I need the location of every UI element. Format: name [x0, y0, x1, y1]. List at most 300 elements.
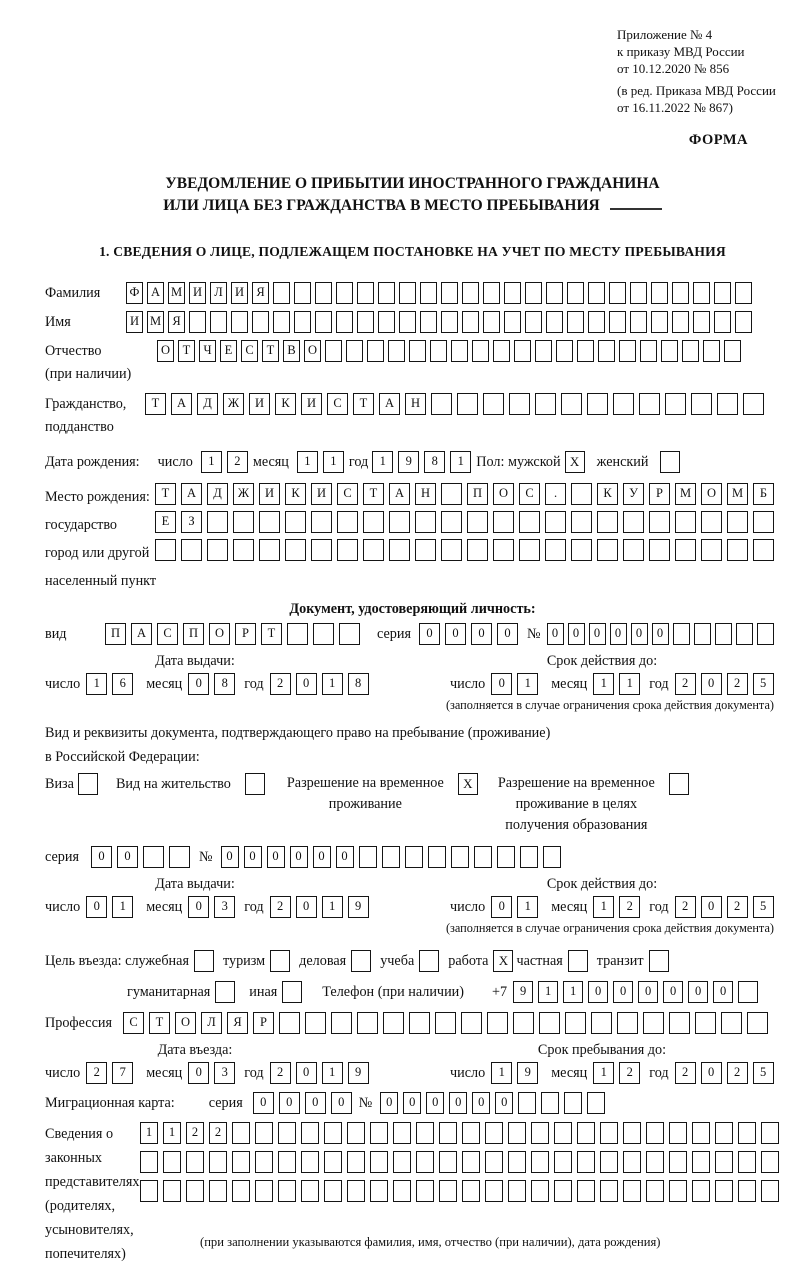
- purpose-tourism-checkbox[interactable]: [270, 950, 290, 972]
- char-cell[interactable]: [487, 1012, 508, 1034]
- citizenship-input[interactable]: [145, 393, 769, 415]
- char-cell[interactable]: [669, 1180, 687, 1202]
- char-cell[interactable]: Т: [149, 1012, 170, 1034]
- char-cell[interactable]: [747, 1012, 768, 1034]
- char-cell[interactable]: [554, 1151, 572, 1173]
- char-cell[interactable]: [462, 311, 479, 333]
- char-cell[interactable]: 0: [472, 1092, 490, 1114]
- char-cell[interactable]: [643, 1012, 664, 1034]
- char-cell[interactable]: 1: [593, 673, 614, 695]
- char-cell[interactable]: Н: [405, 393, 426, 415]
- char-cell[interactable]: [623, 511, 644, 533]
- char-cell[interactable]: 2: [270, 1062, 291, 1084]
- char-cell[interactable]: 0: [244, 846, 262, 868]
- char-cell[interactable]: [462, 1151, 480, 1173]
- temp-residence-checkbox[interactable]: X: [458, 773, 478, 795]
- char-cell[interactable]: [564, 1092, 582, 1114]
- char-cell[interactable]: 0: [491, 673, 512, 695]
- char-cell[interactable]: А: [181, 483, 202, 505]
- char-cell[interactable]: [600, 1151, 618, 1173]
- char-cell[interactable]: 2: [270, 673, 291, 695]
- char-cell[interactable]: [409, 1012, 430, 1034]
- entry-month-input[interactable]: [188, 1062, 240, 1084]
- representatives-input-line1[interactable]: [140, 1122, 784, 1144]
- char-cell[interactable]: С: [519, 483, 540, 505]
- char-cell[interactable]: [738, 1151, 756, 1173]
- char-cell[interactable]: 1: [563, 981, 583, 1003]
- char-cell[interactable]: [467, 539, 488, 561]
- char-cell[interactable]: 3: [214, 1062, 235, 1084]
- char-cell[interactable]: 0: [188, 673, 209, 695]
- char-cell[interactable]: 0: [613, 981, 633, 1003]
- char-cell[interactable]: [497, 846, 515, 868]
- char-cell[interactable]: [651, 282, 668, 304]
- char-cell[interactable]: Ф: [126, 282, 143, 304]
- char-cell[interactable]: [315, 282, 332, 304]
- char-cell[interactable]: [457, 393, 478, 415]
- char-cell[interactable]: 0: [290, 846, 308, 868]
- char-cell[interactable]: [370, 1151, 388, 1173]
- purpose-business-checkbox[interactable]: [351, 950, 371, 972]
- char-cell[interactable]: [420, 311, 437, 333]
- char-cell[interactable]: [682, 340, 699, 362]
- char-cell[interactable]: 0: [313, 846, 331, 868]
- char-cell[interactable]: 0: [426, 1092, 444, 1114]
- char-cell[interactable]: 1: [372, 451, 393, 473]
- char-cell[interactable]: [279, 1012, 300, 1034]
- char-cell[interactable]: [703, 340, 720, 362]
- stay-day-input[interactable]: [491, 1062, 543, 1084]
- char-cell[interactable]: [388, 340, 405, 362]
- char-cell[interactable]: [378, 311, 395, 333]
- char-cell[interactable]: [715, 1151, 733, 1173]
- char-cell[interactable]: 2: [675, 896, 696, 918]
- char-cell[interactable]: [483, 282, 500, 304]
- char-cell[interactable]: .: [545, 483, 566, 505]
- doc-valid-month-input[interactable]: [593, 673, 645, 695]
- char-cell[interactable]: [232, 1151, 250, 1173]
- char-cell[interactable]: [210, 311, 227, 333]
- char-cell[interactable]: Т: [155, 483, 176, 505]
- char-cell[interactable]: [646, 1180, 664, 1202]
- doc-issue-day-input[interactable]: [86, 673, 138, 695]
- char-cell[interactable]: [504, 311, 521, 333]
- char-cell[interactable]: [640, 340, 657, 362]
- char-cell[interactable]: [701, 539, 722, 561]
- char-cell[interactable]: А: [131, 623, 152, 645]
- char-cell[interactable]: [285, 511, 306, 533]
- char-cell[interactable]: [485, 1122, 503, 1144]
- char-cell[interactable]: [535, 393, 556, 415]
- char-cell[interactable]: [347, 1122, 365, 1144]
- char-cell[interactable]: [571, 539, 592, 561]
- char-cell[interactable]: [513, 1012, 534, 1034]
- char-cell[interactable]: [232, 1122, 250, 1144]
- char-cell[interactable]: [519, 539, 540, 561]
- char-cell[interactable]: Т: [363, 483, 384, 505]
- char-cell[interactable]: М: [675, 483, 696, 505]
- char-cell[interactable]: Т: [145, 393, 166, 415]
- char-cell[interactable]: 0: [253, 1092, 274, 1114]
- char-cell[interactable]: [738, 1180, 756, 1202]
- char-cell[interactable]: [347, 1180, 365, 1202]
- permit-issue-day-input[interactable]: [86, 896, 138, 918]
- char-cell[interactable]: И: [301, 393, 322, 415]
- stay-month-input[interactable]: [593, 1062, 645, 1084]
- char-cell[interactable]: [567, 282, 584, 304]
- char-cell[interactable]: [441, 282, 458, 304]
- char-cell[interactable]: [691, 393, 712, 415]
- char-cell[interactable]: [531, 1151, 549, 1173]
- char-cell[interactable]: 2: [727, 673, 748, 695]
- char-cell[interactable]: О: [493, 483, 514, 505]
- char-cell[interactable]: 0: [701, 673, 722, 695]
- char-cell[interactable]: [692, 1151, 710, 1173]
- char-cell[interactable]: 0: [491, 896, 512, 918]
- char-cell[interactable]: О: [304, 340, 321, 362]
- char-cell[interactable]: 2: [227, 451, 248, 473]
- char-cell[interactable]: [694, 623, 711, 645]
- char-cell[interactable]: 0: [445, 623, 466, 645]
- char-cell[interactable]: [693, 282, 710, 304]
- migration-number-input[interactable]: [380, 1092, 610, 1114]
- stay-year-input[interactable]: [675, 1062, 779, 1084]
- char-cell[interactable]: [714, 282, 731, 304]
- char-cell[interactable]: [393, 1180, 411, 1202]
- char-cell[interactable]: [717, 393, 738, 415]
- char-cell[interactable]: [485, 1151, 503, 1173]
- char-cell[interactable]: 0: [663, 981, 683, 1003]
- char-cell[interactable]: [416, 1151, 434, 1173]
- char-cell[interactable]: И: [189, 282, 206, 304]
- char-cell[interactable]: [472, 340, 489, 362]
- char-cell[interactable]: [346, 340, 363, 362]
- char-cell[interactable]: [649, 511, 670, 533]
- birthplace-input-line1[interactable]: [155, 483, 779, 505]
- char-cell[interactable]: 0: [380, 1092, 398, 1114]
- char-cell[interactable]: [430, 340, 447, 362]
- char-cell[interactable]: 0: [296, 1062, 317, 1084]
- char-cell[interactable]: [753, 539, 774, 561]
- char-cell[interactable]: [294, 311, 311, 333]
- char-cell[interactable]: С: [123, 1012, 144, 1034]
- permit-issue-year-input[interactable]: [270, 896, 374, 918]
- char-cell[interactable]: 1: [491, 1062, 512, 1084]
- doc-valid-day-input[interactable]: [491, 673, 543, 695]
- char-cell[interactable]: [287, 623, 308, 645]
- char-cell[interactable]: [370, 1122, 388, 1144]
- char-cell[interactable]: Я: [227, 1012, 248, 1034]
- char-cell[interactable]: 0: [588, 981, 608, 1003]
- char-cell[interactable]: 0: [495, 1092, 513, 1114]
- char-cell[interactable]: М: [147, 311, 164, 333]
- doc-issue-year-input[interactable]: [270, 673, 374, 695]
- char-cell[interactable]: [571, 511, 592, 533]
- char-cell[interactable]: [255, 1151, 273, 1173]
- char-cell[interactable]: А: [389, 483, 410, 505]
- char-cell[interactable]: [591, 1012, 612, 1034]
- surname-input[interactable]: [126, 282, 756, 304]
- char-cell[interactable]: [514, 340, 531, 362]
- purpose-study-checkbox[interactable]: [419, 950, 439, 972]
- char-cell[interactable]: Р: [649, 483, 670, 505]
- char-cell[interactable]: [743, 393, 764, 415]
- char-cell[interactable]: [207, 539, 228, 561]
- char-cell[interactable]: 0: [701, 896, 722, 918]
- char-cell[interactable]: [285, 539, 306, 561]
- char-cell[interactable]: 9: [348, 896, 369, 918]
- char-cell[interactable]: [415, 539, 436, 561]
- char-cell[interactable]: [301, 1122, 319, 1144]
- doc-issue-month-input[interactable]: [188, 673, 240, 695]
- char-cell[interactable]: К: [285, 483, 306, 505]
- permit-valid-month-input[interactable]: [593, 896, 645, 918]
- char-cell[interactable]: [255, 1122, 273, 1144]
- char-cell[interactable]: 1: [593, 1062, 614, 1084]
- char-cell[interactable]: [181, 539, 202, 561]
- char-cell[interactable]: [531, 1122, 549, 1144]
- char-cell[interactable]: Ж: [223, 393, 244, 415]
- char-cell[interactable]: [409, 340, 426, 362]
- char-cell[interactable]: 0: [336, 846, 354, 868]
- char-cell[interactable]: [186, 1151, 204, 1173]
- char-cell[interactable]: К: [275, 393, 296, 415]
- char-cell[interactable]: 2: [675, 673, 696, 695]
- char-cell[interactable]: 2: [209, 1122, 227, 1144]
- char-cell[interactable]: [630, 311, 647, 333]
- char-cell[interactable]: [721, 1012, 742, 1034]
- char-cell[interactable]: [543, 846, 561, 868]
- phone-input[interactable]: [513, 981, 763, 1003]
- char-cell[interactable]: [525, 282, 542, 304]
- char-cell[interactable]: [252, 311, 269, 333]
- char-cell[interactable]: [504, 282, 521, 304]
- char-cell[interactable]: 3: [214, 896, 235, 918]
- char-cell[interactable]: [675, 511, 696, 533]
- char-cell[interactable]: 5: [753, 896, 774, 918]
- char-cell[interactable]: [715, 1180, 733, 1202]
- purpose-transit-checkbox[interactable]: [649, 950, 669, 972]
- char-cell[interactable]: 1: [163, 1122, 181, 1144]
- char-cell[interactable]: 0: [188, 1062, 209, 1084]
- birthplace-input-line2[interactable]: [155, 511, 779, 533]
- char-cell[interactable]: 0: [221, 846, 239, 868]
- representatives-input-line3[interactable]: [140, 1180, 784, 1202]
- char-cell[interactable]: [231, 311, 248, 333]
- char-cell[interactable]: [305, 1012, 326, 1034]
- birthplace-input-line3[interactable]: [155, 539, 779, 561]
- char-cell[interactable]: Е: [220, 340, 237, 362]
- char-cell[interactable]: 0: [305, 1092, 326, 1114]
- char-cell[interactable]: Т: [262, 340, 279, 362]
- char-cell[interactable]: И: [126, 311, 143, 333]
- char-cell[interactable]: [665, 393, 686, 415]
- char-cell[interactable]: 1: [517, 896, 538, 918]
- char-cell[interactable]: [669, 1122, 687, 1144]
- char-cell[interactable]: [613, 393, 634, 415]
- char-cell[interactable]: [301, 1151, 319, 1173]
- char-cell[interactable]: 9: [513, 981, 533, 1003]
- char-cell[interactable]: Ж: [233, 483, 254, 505]
- char-cell[interactable]: [367, 340, 384, 362]
- char-cell[interactable]: 2: [675, 1062, 696, 1084]
- char-cell[interactable]: [399, 282, 416, 304]
- char-cell[interactable]: [439, 1122, 457, 1144]
- char-cell[interactable]: С: [241, 340, 258, 362]
- char-cell[interactable]: 0: [652, 623, 669, 645]
- char-cell[interactable]: [324, 1151, 342, 1173]
- char-cell[interactable]: [461, 1012, 482, 1034]
- char-cell[interactable]: [520, 846, 538, 868]
- sex-female-checkbox[interactable]: [660, 451, 680, 473]
- char-cell[interactable]: [715, 623, 732, 645]
- char-cell[interactable]: [535, 340, 552, 362]
- char-cell[interactable]: [337, 511, 358, 533]
- char-cell[interactable]: [623, 1122, 641, 1144]
- char-cell[interactable]: Т: [353, 393, 374, 415]
- char-cell[interactable]: [313, 623, 334, 645]
- char-cell[interactable]: [561, 393, 582, 415]
- char-cell[interactable]: Л: [201, 1012, 222, 1034]
- char-cell[interactable]: 0: [279, 1092, 300, 1114]
- char-cell[interactable]: В: [283, 340, 300, 362]
- char-cell[interactable]: [393, 1151, 411, 1173]
- char-cell[interactable]: [577, 1151, 595, 1173]
- char-cell[interactable]: [140, 1151, 158, 1173]
- char-cell[interactable]: 5: [753, 673, 774, 695]
- char-cell[interactable]: И: [249, 393, 270, 415]
- purpose-private-checkbox[interactable]: [568, 950, 588, 972]
- char-cell[interactable]: 0: [568, 623, 585, 645]
- char-cell[interactable]: [672, 282, 689, 304]
- char-cell[interactable]: [143, 846, 164, 868]
- char-cell[interactable]: Б: [753, 483, 774, 505]
- char-cell[interactable]: Р: [235, 623, 256, 645]
- profession-input[interactable]: [123, 1012, 773, 1034]
- char-cell[interactable]: [761, 1180, 779, 1202]
- char-cell[interactable]: 0: [471, 623, 492, 645]
- char-cell[interactable]: [554, 1122, 572, 1144]
- char-cell[interactable]: 0: [296, 896, 317, 918]
- char-cell[interactable]: 1: [450, 451, 471, 473]
- char-cell[interactable]: 0: [331, 1092, 352, 1114]
- char-cell[interactable]: 2: [186, 1122, 204, 1144]
- char-cell[interactable]: [669, 1012, 690, 1034]
- char-cell[interactable]: [727, 511, 748, 533]
- char-cell[interactable]: [232, 1180, 250, 1202]
- char-cell[interactable]: [278, 1122, 296, 1144]
- char-cell[interactable]: У: [623, 483, 644, 505]
- char-cell[interactable]: [483, 311, 500, 333]
- char-cell[interactable]: [600, 1122, 618, 1144]
- char-cell[interactable]: [598, 340, 615, 362]
- char-cell[interactable]: [493, 539, 514, 561]
- char-cell[interactable]: [673, 623, 690, 645]
- char-cell[interactable]: 0: [296, 673, 317, 695]
- char-cell[interactable]: 2: [270, 896, 291, 918]
- char-cell[interactable]: [439, 1151, 457, 1173]
- char-cell[interactable]: [597, 539, 618, 561]
- char-cell[interactable]: [416, 1180, 434, 1202]
- char-cell[interactable]: Д: [197, 393, 218, 415]
- char-cell[interactable]: 8: [348, 673, 369, 695]
- temp-residence-edu-checkbox[interactable]: [669, 773, 689, 795]
- char-cell[interactable]: [541, 1092, 559, 1114]
- doc-type-input[interactable]: [105, 623, 365, 645]
- char-cell[interactable]: [233, 539, 254, 561]
- char-cell[interactable]: [431, 393, 452, 415]
- char-cell[interactable]: [761, 1122, 779, 1144]
- char-cell[interactable]: [571, 483, 592, 505]
- doc-valid-year-input[interactable]: [675, 673, 779, 695]
- char-cell[interactable]: [724, 340, 741, 362]
- char-cell[interactable]: [462, 282, 479, 304]
- char-cell[interactable]: Р: [253, 1012, 274, 1034]
- char-cell[interactable]: [565, 1012, 586, 1034]
- char-cell[interactable]: 2: [727, 1062, 748, 1084]
- char-cell[interactable]: [485, 1180, 503, 1202]
- char-cell[interactable]: [163, 1180, 181, 1202]
- char-cell[interactable]: [649, 539, 670, 561]
- purpose-work-checkbox[interactable]: X: [493, 950, 513, 972]
- char-cell[interactable]: Ч: [199, 340, 216, 362]
- permit-series-input[interactable]: [91, 846, 195, 868]
- char-cell[interactable]: [278, 1151, 296, 1173]
- char-cell[interactable]: [617, 1012, 638, 1034]
- char-cell[interactable]: 0: [86, 896, 107, 918]
- char-cell[interactable]: [416, 1122, 434, 1144]
- char-cell[interactable]: 0: [403, 1092, 421, 1114]
- char-cell[interactable]: 9: [348, 1062, 369, 1084]
- char-cell[interactable]: 2: [727, 896, 748, 918]
- char-cell[interactable]: С: [337, 483, 358, 505]
- char-cell[interactable]: 1: [140, 1122, 158, 1144]
- char-cell[interactable]: [675, 539, 696, 561]
- char-cell[interactable]: [554, 1180, 572, 1202]
- char-cell[interactable]: [518, 1092, 536, 1114]
- char-cell[interactable]: 1: [322, 896, 343, 918]
- char-cell[interactable]: Л: [210, 282, 227, 304]
- given-name-input[interactable]: [126, 311, 756, 333]
- visa-checkbox[interactable]: [78, 773, 98, 795]
- char-cell[interactable]: 1: [112, 896, 133, 918]
- char-cell[interactable]: С: [157, 623, 178, 645]
- char-cell[interactable]: [273, 311, 290, 333]
- char-cell[interactable]: [315, 311, 332, 333]
- char-cell[interactable]: 1: [619, 673, 640, 695]
- char-cell[interactable]: 7: [112, 1062, 133, 1084]
- char-cell[interactable]: 0: [117, 846, 138, 868]
- char-cell[interactable]: [609, 282, 626, 304]
- char-cell[interactable]: [357, 1012, 378, 1034]
- char-cell[interactable]: М: [168, 282, 185, 304]
- permit-number-input[interactable]: [221, 846, 566, 868]
- char-cell[interactable]: [493, 340, 510, 362]
- char-cell[interactable]: П: [183, 623, 204, 645]
- char-cell[interactable]: [451, 846, 469, 868]
- migration-series-input[interactable]: [253, 1092, 357, 1114]
- purpose-humanitarian-checkbox[interactable]: [215, 981, 235, 1003]
- char-cell[interactable]: [378, 282, 395, 304]
- char-cell[interactable]: [389, 511, 410, 533]
- purpose-other-checkbox[interactable]: [282, 981, 302, 1003]
- char-cell[interactable]: [336, 282, 353, 304]
- char-cell[interactable]: [339, 623, 360, 645]
- char-cell[interactable]: 1: [538, 981, 558, 1003]
- char-cell[interactable]: [545, 511, 566, 533]
- char-cell[interactable]: [695, 1012, 716, 1034]
- char-cell[interactable]: [405, 846, 423, 868]
